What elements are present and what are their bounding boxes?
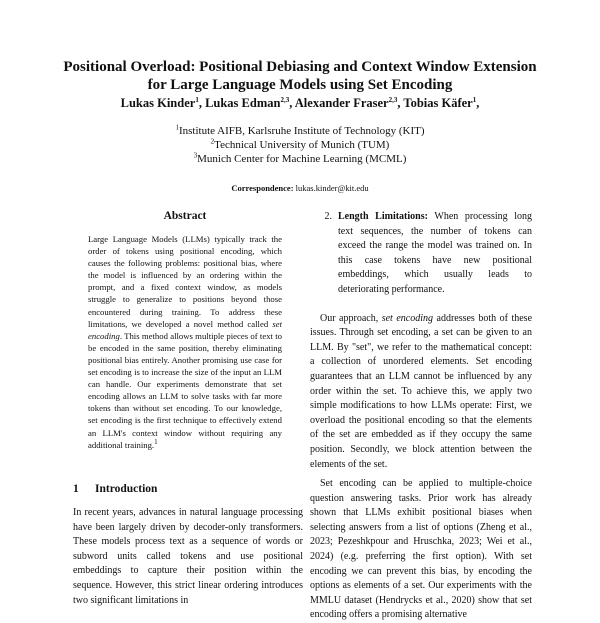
affiliations [0,124,600,166]
list-item-text: Length Limitations: When processing long text sequences, the number of tokens can exceed the range the model was trained on. In this case tokens have new positional embeddings, which usually leads to deteriorating performance. [338,211,533,295]
author-list: Lukas Kinder$^1$, Lukas Edman$^{2,3}$, Alexander Fraser$^{2,3}$, Tobias Käfer$^1$, [120,95,480,110]
author: Alexander Fraser$^{2,3}$ [294,95,398,110]
abstract-heading: Abstract [163,210,207,222]
paragraph-set-encoding: Our approach, set encoding addresses both of these issues. Through set encoding, a set can be given to an LLM. By "set", we refer to the mathematical concept: a collection of unordered elements. Set encoding guarantees that an LLM cannot be influenced by any order within the set. To achieve this, we apply two simple modifications to how LLMs operate: First, we overload the positional encoding so that the elements of the set are embedded as if they occupy the same position. Secondly, we block attention between the elements of the set. [310,312,533,470]
affiliation: $^1$Institute AIFB, Karlsruhe Institute of Technology (KIT) [175,123,425,137]
correspondence-label: Correspondence: [231,183,294,193]
paper-title [0,58,600,94]
section-heading-introduction [73,483,157,495]
affiliation: $^3$Munich Center for Machine Learning (MCML) [193,151,407,165]
correspondence [0,183,600,193]
title-line-2: for Large Language Models using Set Encoding [147,77,453,93]
author: Lukas Kinder$^1$ [120,95,199,110]
correspondence-email[interactable]: lukas.kinder@kit.edu [295,183,369,193]
introduction-text: In recent years, advances in natural language processing have been largely driven by decoder-only transformers. These models process text as a sequence of words or subword units called tokens and use positional embeddings to capture their position within the sequence. However, this strict linear ordering introduces two significant limitations in [73,507,303,606]
abstract-text: Large Language Models (LLMs) typically track the order of tokens using positional encoding, which causes the following problems: positional bias, where the model is influenced by an ordering within the prompt, and a fixed context window, as models struggle to generalize to positions beyond those encountered during training. To address these limitations, we developed a novel method called set encoding. This method allows multiple pieces of text to be encoded in the same position, thereby eliminating positional bias entirely. Another promising use case for set encoding is to increase the size of the input an LLM can handle. Our experiments demonstrate that set encoding allows an LLM to solve tasks with far more tokens than without set encoding. To our knowledge, set encoding is the first technique to effectively extend an LLM's context window without requiring any additional training.$^1$ [88,234,282,450]
list-item-number: 2. [324,211,332,222]
paragraph-multiple-choice: Set encoding can be applied to multiple-choice question answering tasks. Prior work has already shown that LLMs exhibit positional biases when selecting answers from a list of options (Zheng et al., 2023; Pezeshkpour and Hruschka, 2023; Wei et al., 2024) (e.g. preferring the first option). With set encoding we can prevent this bias, by encoding the options as elements of a set. Our experiments with the MMLU dataset (Hendrycks et al., 2020) show that set encoding offers a promising alternative [310,478,532,621]
list-item [310,210,532,298]
footnote-mark[interactable]: 1 [154,437,158,446]
section-title: Introduction [95,483,158,495]
affiliation: $^2$Technical University of Munich (TUM) [210,137,390,151]
right-column [310,210,532,623]
author: Tobias Käfer$^1$ [403,95,477,110]
section-number: 1 [73,483,79,495]
title-line-1: Positional Overload: Positional Debiasing and Context Window Extension [63,59,537,75]
author: Lukas Edman$^{2,3}$ [205,95,290,110]
